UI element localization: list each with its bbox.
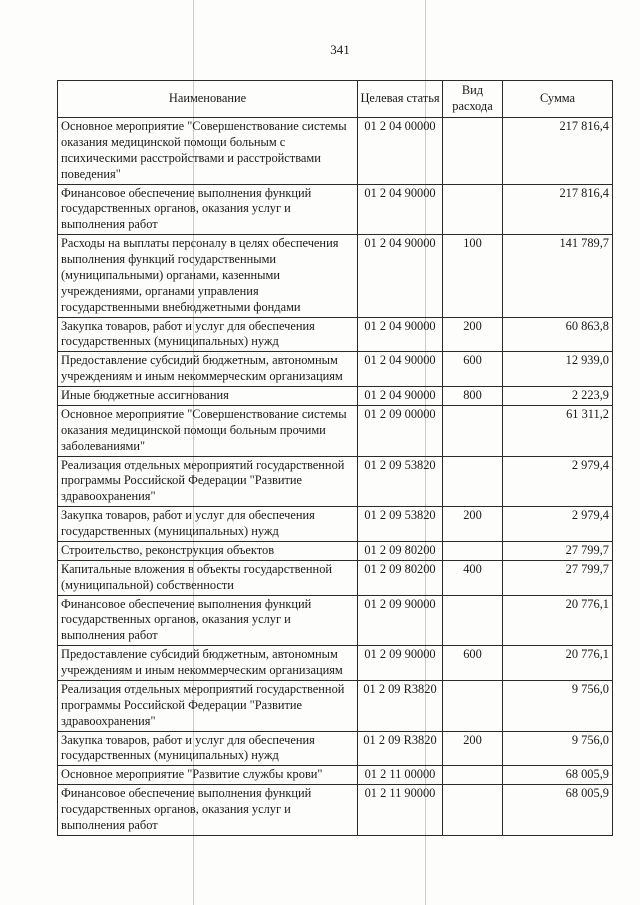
- row-amount-cell: 2 979,4: [503, 507, 613, 542]
- row-expense-type-cell: 600: [443, 646, 503, 681]
- row-amount-cell: 217 816,4: [503, 118, 613, 185]
- row-target-article-cell: 01 2 09 90000: [358, 595, 443, 646]
- table-row: [58, 118, 613, 185]
- row-target-article-cell: 01 2 04 90000: [358, 387, 443, 406]
- row-target-article-cell: 01 2 04 90000: [358, 352, 443, 387]
- row-name-cell: Закупка товаров, работ и услуг для обеспечения государственных (муниципальных) нужд: [58, 507, 358, 542]
- row-name-cell: Основное мероприятие "Совершенствование системы оказания медицинской помощи больным с психическими расстройствами и расстройствами поведения": [58, 118, 358, 185]
- row-name-cell: Закупка товаров, работ и услуг для обеспечения государственных (муниципальных) нужд: [58, 317, 358, 352]
- table-row: [58, 456, 613, 507]
- header-sum: Сумма: [503, 81, 613, 118]
- row-target-article-cell: 01 2 11 00000: [358, 766, 443, 785]
- table-row: [58, 785, 613, 836]
- header-name: Наименование: [58, 81, 358, 118]
- row-amount-cell: 2 223,9: [503, 387, 613, 406]
- row-amount-cell: 20 776,1: [503, 646, 613, 681]
- row-expense-type-cell: 400: [443, 560, 503, 595]
- row-expense-type-cell: 800: [443, 387, 503, 406]
- row-expense-type-cell: [443, 456, 503, 507]
- row-amount-cell: 68 005,9: [503, 766, 613, 785]
- row-name-cell: Основное мероприятие "Совершенствование системы оказания медицинской помощи больным прочими заболеваниями": [58, 405, 358, 456]
- row-amount-cell: 217 816,4: [503, 184, 613, 235]
- table-row: [58, 235, 613, 317]
- table-row: [58, 560, 613, 595]
- row-amount-cell: 61 311,2: [503, 405, 613, 456]
- header-type: Вид расхода: [443, 81, 503, 118]
- row-amount-cell: 2 979,4: [503, 456, 613, 507]
- row-name-cell: Строительство, реконструкция объектов: [58, 541, 358, 560]
- row-name-cell: Финансовое обеспечение выполнения функций государственных органов, оказания услуг и выполнения работ: [58, 595, 358, 646]
- row-amount-cell: 27 799,7: [503, 541, 613, 560]
- row-amount-cell: 20 776,1: [503, 595, 613, 646]
- table-row: [58, 317, 613, 352]
- row-name-cell: Финансовое обеспечение выполнения функций государственных органов, оказания услуг и выполнения работ: [58, 785, 358, 836]
- table-header-row: [58, 81, 613, 118]
- row-expense-type-cell: [443, 766, 503, 785]
- row-name-cell: Финансовое обеспечение выполнения функций государственных органов, оказания услуг и выполнения работ: [58, 184, 358, 235]
- row-name-cell: Закупка товаров, работ и услуг для обеспечения государственных (муниципальных) нужд: [58, 731, 358, 766]
- row-amount-cell: 27 799,7: [503, 560, 613, 595]
- row-target-article-cell: 01 2 09 00000: [358, 405, 443, 456]
- row-name-cell: Предоставление субсидий бюджетным, автономным учреждениям и иным некоммерческим организациям: [58, 646, 358, 681]
- row-target-article-cell: 01 2 09 80200: [358, 541, 443, 560]
- row-expense-type-cell: 200: [443, 507, 503, 542]
- row-target-article-cell: 01 2 04 90000: [358, 235, 443, 317]
- table-row: [58, 352, 613, 387]
- table-row: [58, 507, 613, 542]
- row-amount-cell: 60 863,8: [503, 317, 613, 352]
- row-expense-type-cell: [443, 785, 503, 836]
- table-row: [58, 387, 613, 406]
- row-name-cell: Реализация отдельных мероприятий государственной программы Российской Федерации "Развитие здравоохранения": [58, 456, 358, 507]
- row-name-cell: Расходы на выплаты персоналу в целях обеспечения выполнения функций государственными (муниципальными) органами, казенными учреждениями, органами управления государственными внебюджетными фондами: [58, 235, 358, 317]
- row-name-cell: Капитальные вложения в объекты государственной (муниципальной) собственности: [58, 560, 358, 595]
- row-expense-type-cell: [443, 595, 503, 646]
- row-expense-type-cell: [443, 541, 503, 560]
- row-amount-cell: 141 789,7: [503, 235, 613, 317]
- row-target-article-cell: 01 2 04 90000: [358, 184, 443, 235]
- row-name-cell: Иные бюджетные ассигнования: [58, 387, 358, 406]
- row-target-article-cell: 01 2 04 00000: [358, 118, 443, 185]
- row-amount-cell: 12 939,0: [503, 352, 613, 387]
- table-row: [58, 541, 613, 560]
- row-expense-type-cell: 100: [443, 235, 503, 317]
- row-expense-type-cell: [443, 680, 503, 731]
- table-row: [58, 405, 613, 456]
- table-row: [58, 680, 613, 731]
- page-number: 341: [330, 42, 350, 57]
- row-target-article-cell: 01 2 09 53820: [358, 507, 443, 542]
- row-name-cell: Реализация отдельных мероприятий государственной программы Российской Федерации "Развитие здравоохранения": [58, 680, 358, 731]
- table-row: [58, 595, 613, 646]
- row-amount-cell: 9 756,0: [503, 731, 613, 766]
- header-code: Целевая статья: [358, 81, 443, 118]
- row-expense-type-cell: [443, 118, 503, 185]
- row-expense-type-cell: [443, 405, 503, 456]
- budget-table: [57, 80, 613, 836]
- table-row: [58, 646, 613, 681]
- table-row: [58, 731, 613, 766]
- row-target-article-cell: 01 2 11 90000: [358, 785, 443, 836]
- row-name-cell: Предоставление субсидий бюджетным, автономным учреждениям и иным некоммерческим организациям: [58, 352, 358, 387]
- row-expense-type-cell: [443, 184, 503, 235]
- row-target-article-cell: 01 2 09 90000: [358, 646, 443, 681]
- table-row: [58, 766, 613, 785]
- row-amount-cell: 9 756,0: [503, 680, 613, 731]
- row-expense-type-cell: 200: [443, 317, 503, 352]
- row-target-article-cell: 01 2 04 90000: [358, 317, 443, 352]
- row-amount-cell: 68 005,9: [503, 785, 613, 836]
- row-target-article-cell: 01 2 09 80200: [358, 560, 443, 595]
- row-expense-type-cell: 600: [443, 352, 503, 387]
- row-target-article-cell: 01 2 09 53820: [358, 456, 443, 507]
- row-expense-type-cell: 200: [443, 731, 503, 766]
- row-target-article-cell: 01 2 09 R3820: [358, 680, 443, 731]
- row-target-article-cell: 01 2 09 R3820: [358, 731, 443, 766]
- row-name-cell: Основное мероприятие "Развитие службы крови": [58, 766, 358, 785]
- table-row: [58, 184, 613, 235]
